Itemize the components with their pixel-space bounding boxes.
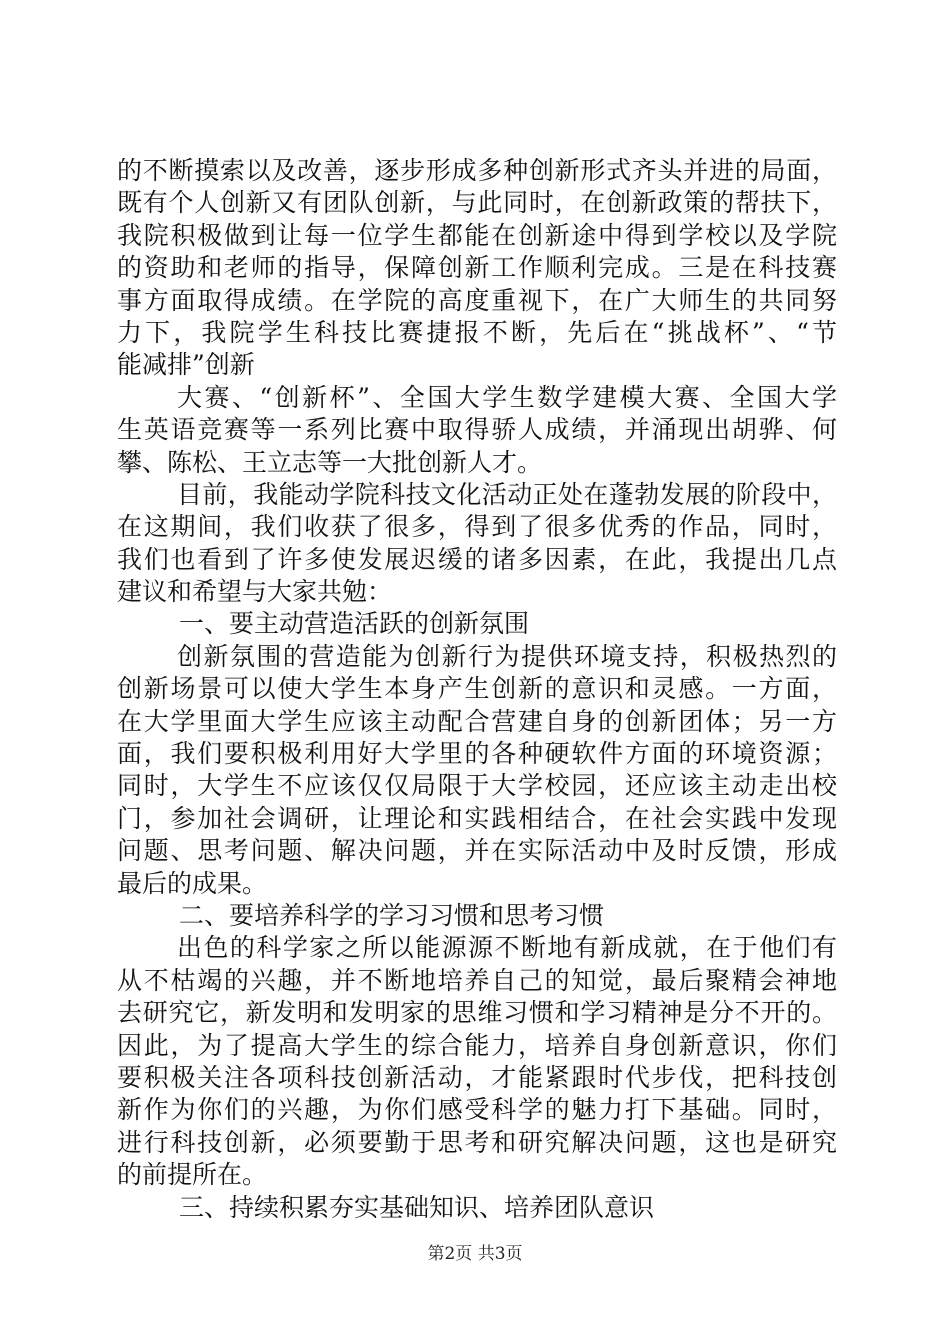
text-line: 最后的成果。 <box>117 868 268 898</box>
section-heading: 二、要培养科学的学习习惯和思考习惯 <box>179 900 605 930</box>
text-line: 进行科技创新，必须要勤于思考和研究解决问题，这也是研究 <box>117 1127 837 1157</box>
text-line: 生英语竞赛等一系列比赛中取得骄人成绩，并涌现出胡骅、何 <box>117 415 837 445</box>
text-line: 面，我们要积极利用好大学里的各种硬软件方面的环境资源； <box>117 739 837 769</box>
text-line: 要积极关注各项科技创新活动，才能紧跟时代步伐，把科技创 <box>117 1062 837 1092</box>
text-line: 既有个人创新又有团队创新，与此同时，在创新政策的帮扶下， <box>117 188 837 218</box>
section-heading: 一、要主动营造活跃的创新氛围 <box>179 609 530 639</box>
text-line: 的前提所在。 <box>117 1160 268 1190</box>
text-line: 我们也看到了许多使发展迟缓的诸多因素，在此，我提出几点 <box>117 544 837 574</box>
text-line: 能减排”创新 <box>117 350 255 380</box>
text-line: 同时，大学生不应该仅仅局限于大学校园，还应该主动走出校 <box>117 771 837 801</box>
text-line: 去研究它，新发明和发明家的思维习惯和学习精神是分不开的。 <box>117 998 837 1028</box>
text-line: 新作为你们的兴趣，为你们感受科学的魅力打下基础。同时， <box>117 1095 837 1125</box>
document-body <box>117 155 837 1224</box>
text-line: 建议和希望与大家共勉： <box>117 577 393 607</box>
text-line: 从不枯竭的兴趣，并不断地培养自己的知觉，最后聚精会神地 <box>117 965 837 995</box>
text-line: 在这期间，我们收获了很多，得到了很多优秀的作品，同时， <box>117 512 837 542</box>
text-line: 大赛、“创新杯”、全国大学生数学建模大赛、全国大学 <box>177 382 837 412</box>
text-line: 我院积极做到让每一位学生都能在创新途中得到学校以及学院 <box>117 220 837 250</box>
page-number-footer: 第2页 共3页 <box>427 1244 523 1264</box>
text-line: 出色的科学家之所以能源源不断地有新成就，在于他们有 <box>177 933 837 963</box>
section-heading: 三、持续积累夯实基础知识、培养团队意识 <box>179 1192 655 1222</box>
text-line: 攀、陈松、王立志等一大批创新人才。 <box>117 447 543 477</box>
text-line: 门，参加社会调研，让理论和实践相结合，在社会实践中发现 <box>117 803 837 833</box>
text-line: 的不断摸索以及改善，逐步形成多种创新形式齐头并进的局面， <box>117 156 837 185</box>
text-line: 力下，我院学生科技比赛捷报不断，先后在“挑战杯”、“节 <box>117 317 837 347</box>
text-line: 目前，我能动学院科技文化活动正处在蓬勃发展的阶段中， <box>177 479 837 509</box>
text-line: 创新场景可以使大学生本身产生创新的意识和灵感。一方面， <box>117 674 837 704</box>
text-line: 的资助和老师的指导，保障创新工作顺利完成。三是在科技赛 <box>117 253 837 283</box>
text-line: 在大学里面大学生应该主动配合营建自身的创新团体；另一方 <box>117 706 837 736</box>
text-line: 因此，为了提高大学生的综合能力，培养自身创新意识，你们 <box>117 1030 837 1060</box>
text-line: 问题、思考问题、解决问题，并在实际活动中及时反馈，形成 <box>117 836 837 866</box>
text-line: 事方面取得成绩。在学院的高度重视下，在广大师生的共同努 <box>117 285 837 315</box>
text-line: 创新氛围的营造能为创新行为提供环境支持，积极热烈的 <box>177 641 837 671</box>
